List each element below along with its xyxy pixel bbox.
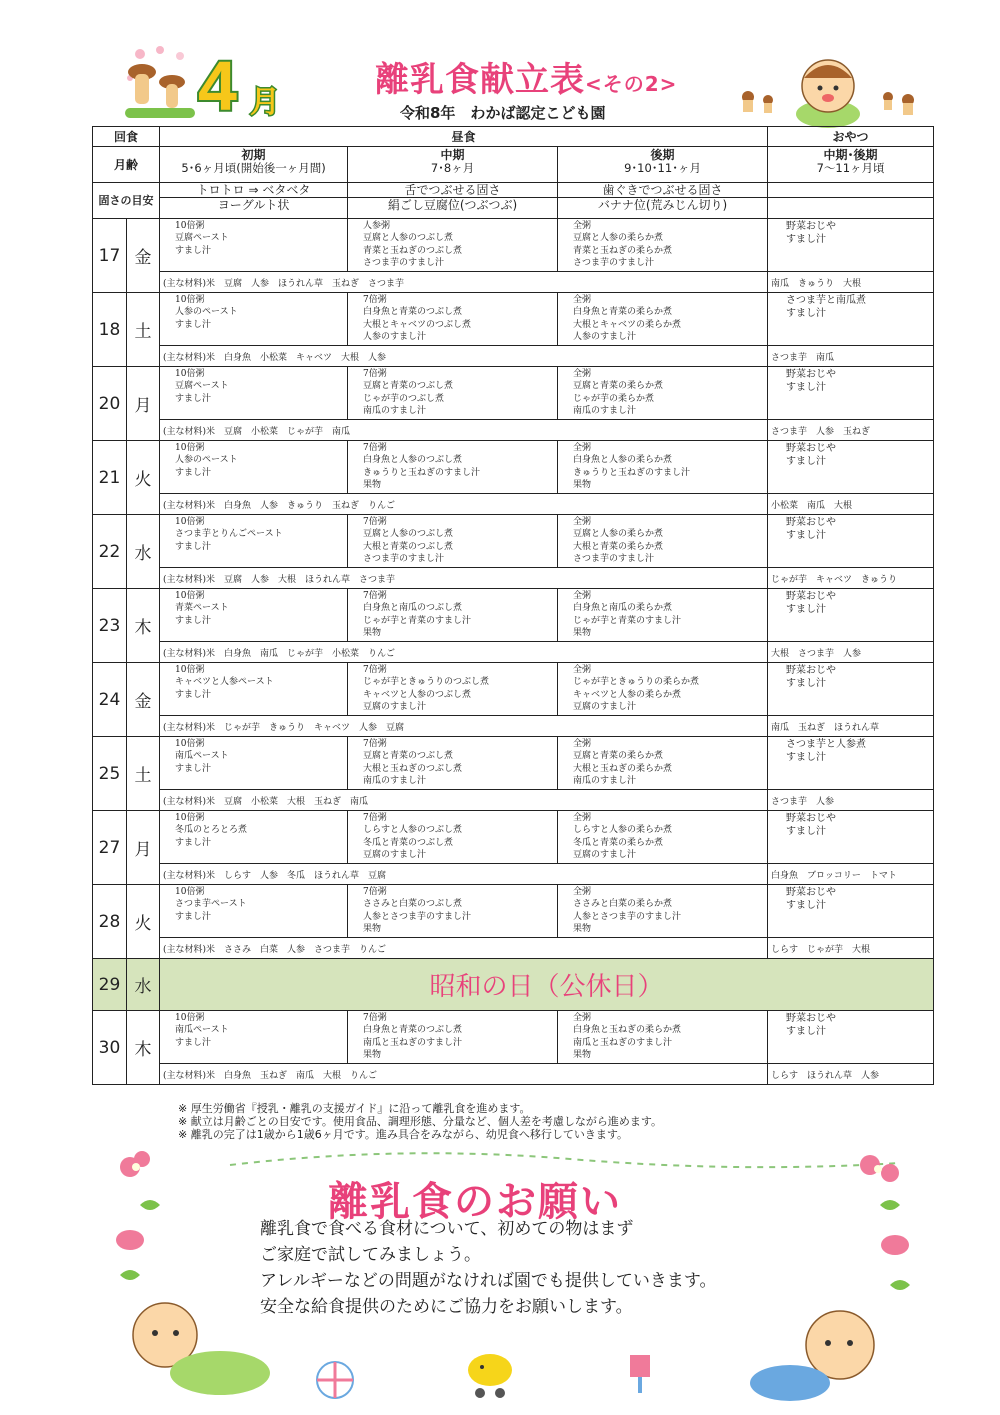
note-line: ※ 献立は月齢ごとの目安です。使用食品、調理形態、分量など、個人差を考慮しながら進めます。	[178, 1115, 662, 1128]
heart-icon	[116, 1230, 144, 1250]
kaishoku-header: 回食	[93, 127, 160, 147]
svg-text:月: 月	[250, 85, 280, 120]
request-title: 離乳食のお願い	[328, 1179, 622, 1225]
mid-menu: 7倍粥 豆腐と青菜のつぶし煮 じゃが芋のつぶし煮 南瓜のすまし汁	[348, 367, 558, 420]
snack-ingredients: 南瓜 きゅうり 大根	[768, 272, 934, 293]
header-row-texture	[93, 183, 934, 219]
day-weekday: 土	[127, 293, 160, 367]
day-weekday: 木	[127, 589, 160, 663]
rattle-icon	[630, 1355, 650, 1393]
heart-icon	[881, 1235, 909, 1255]
mid-menu: 7倍粥 じゃが芋ときゅうりのつぶし煮 キャベツと人参のつぶし煮 豆腐のすまし汁	[348, 663, 558, 716]
late-menu: 全粥 豆腐と青菜の柔らか煮 大根と玉ねぎの柔らか煮 南瓜のすまし汁	[558, 737, 768, 790]
day-row	[93, 663, 934, 716]
late-menu: 全粥 豆腐と人参の柔らか煮 大根と青菜の柔らか煮 さつま芋のすまし汁	[558, 515, 768, 568]
snack-menu: 野菜おじや すまし汁	[768, 885, 934, 938]
day-weekday: 火	[127, 885, 160, 959]
page-title: 離乳食献立表<その2>	[375, 60, 678, 100]
day-weekday: 火	[127, 441, 160, 515]
lunch-ingredients: (主な材料)米 豆腐 小松菜 じゃが芋 南瓜	[160, 420, 768, 441]
age-header: 月齢	[93, 147, 160, 183]
texture-header: 固さの目安	[93, 183, 160, 219]
snack-header: おやつ	[768, 127, 934, 147]
day-date: 22	[93, 515, 127, 589]
snack-menu: さつま芋と人参煮 すまし汁	[768, 737, 934, 790]
note-line: ※ 厚生労働省『授乳・離乳の支援ガイド』に沿って離乳食を進めます。	[178, 1102, 531, 1115]
snack-menu: 野菜おじや すまし汁	[768, 367, 934, 420]
ingredients-row	[93, 568, 934, 589]
page-title-suffix: <その2>	[585, 72, 678, 96]
day-date: 27	[93, 811, 127, 885]
early-menu: 10倍粥 冬瓜のとろとろ煮 すまし汁	[160, 811, 348, 864]
ingredients-row	[93, 938, 934, 959]
snack-menu: 野菜おじや すまし汁	[768, 589, 934, 642]
request-line: 離乳食で食べる食材について、初めての物はまず	[260, 1219, 634, 1239]
mid-texture: 舌でつぶせる固さ 絹ごし豆腐位(つぶつぶ)	[348, 183, 558, 219]
lunch-ingredients: (主な材料)米 ささみ 白菜 人参 さつま芋 りんご	[160, 938, 768, 959]
snack-texture	[768, 183, 934, 219]
holiday-row	[93, 959, 934, 1011]
day-date: 20	[93, 367, 127, 441]
snack-ingredients: 白身魚 ブロッコリー トマト	[768, 864, 934, 885]
day-weekday: 金	[127, 663, 160, 737]
snack-ingredients: 大根 さつま芋 人参	[768, 642, 934, 663]
header-row-kaishoku	[93, 127, 934, 147]
lunch-ingredients: (主な材料)米 白身魚 人参 きゅうり 玉ねぎ りんご	[160, 494, 768, 515]
day-date: 30	[93, 1011, 127, 1085]
request-body	[260, 1216, 860, 1320]
day-row	[93, 737, 934, 790]
menu-table	[92, 126, 934, 1085]
ingredients-row	[93, 1064, 934, 1085]
late-age-header: 後期 9･10･11･ヶ月	[558, 147, 768, 183]
ingredients-row	[93, 272, 934, 293]
day-row	[93, 367, 934, 420]
day-weekday: 土	[127, 737, 160, 811]
snack-ingredients: じゃが芋 キャベツ きゅうり	[768, 568, 934, 589]
day-weekday: 水	[127, 959, 160, 1011]
mid-menu: 7倍粥 白身魚と人参のつぶし煮 きゅうりと玉ねぎのすまし汁 果物	[348, 441, 558, 494]
late-menu: 全粥 白身魚と南瓜の柔らか煮 じゃが芋と青菜のすまし汁 果物	[558, 589, 768, 642]
day-weekday: 木	[127, 1011, 160, 1085]
ingredients-row	[93, 642, 934, 663]
crawling-baby-left-icon	[133, 1303, 270, 1395]
snack-menu: 野菜おじや すまし汁	[768, 441, 934, 494]
lunch-ingredients: (主な材料)米 豆腐 人参 ほうれん草 玉ねぎ さつま芋	[160, 272, 768, 293]
ingredients-row	[93, 864, 934, 885]
day-date: 25	[93, 737, 127, 811]
early-menu: 10倍粥 南瓜ペースト すまし汁	[160, 1011, 348, 1064]
snack-menu: さつま芋と南瓜煮 すまし汁	[768, 293, 934, 346]
ingredients-row	[93, 790, 934, 811]
day-weekday: 月	[127, 367, 160, 441]
snack-age-header: 中期･後期 7～11ヶ月頃	[768, 147, 934, 183]
lunch-ingredients: (主な材料)米 白身魚 玉ねぎ 南瓜 大根 りんご	[160, 1064, 768, 1085]
ingredients-row	[93, 346, 934, 367]
early-menu: 10倍粥 人参のペースト すまし汁	[160, 293, 348, 346]
early-menu: 10倍粥 さつま芋とりんごペースト すまし汁	[160, 515, 348, 568]
snack-menu: 野菜おじや すまし汁	[768, 811, 934, 864]
lunch-ingredients: (主な材料)米 しらす 人参 冬瓜 ほうれん草 豆腐	[160, 864, 768, 885]
snack-ingredients: さつま芋 南瓜	[768, 346, 934, 367]
snack-ingredients: 小松菜 南瓜 大根	[768, 494, 934, 515]
early-menu: 10倍粥 さつま芋ペースト すまし汁	[160, 885, 348, 938]
lunch-ingredients: (主な材料)米 豆腐 小松菜 大根 玉ねぎ 南瓜	[160, 790, 768, 811]
day-date: 29	[93, 959, 127, 1011]
holiday-label: 昭和の日（公休日）	[160, 959, 934, 1011]
day-row	[93, 885, 934, 938]
request-line: 安全な給食提供のためにご協力をお願いします。	[260, 1297, 633, 1317]
day-row	[93, 1011, 934, 1064]
baby-illustration-icon	[738, 52, 918, 128]
mid-menu: 7倍粥 白身魚と南瓜のつぶし煮 じゃが芋と青菜のすまし汁 果物	[348, 589, 558, 642]
snack-ingredients: しらす ほうれん草 人参	[768, 1064, 934, 1085]
ingredients-row	[93, 494, 934, 515]
day-date: 17	[93, 219, 127, 293]
day-weekday: 月	[127, 811, 160, 885]
snack-ingredients: さつま芋 人参	[768, 790, 934, 811]
snack-menu: 野菜おじや すまし汁	[768, 1011, 934, 1064]
mid-menu: 人参粥 豆腐と人参のつぶし煮 青菜と玉ねぎのつぶし煮 さつま芋のすまし汁	[348, 219, 558, 272]
early-age-header: 初期 5･6ヶ月頃(開始後一ヶ月間)	[160, 147, 348, 183]
lunch-ingredients: (主な材料)米 白身魚 小松菜 キャベツ 大根 人参	[160, 346, 768, 367]
lunch-ingredients: (主な材料)米 白身魚 南瓜 じゃが芋 小松菜 りんご	[160, 642, 768, 663]
lunch-ingredients: (主な材料)米 豆腐 人参 大根 ほうれん草 さつま芋	[160, 568, 768, 589]
day-date: 28	[93, 885, 127, 959]
day-date: 18	[93, 293, 127, 367]
month-badge	[120, 42, 335, 122]
day-row	[93, 293, 934, 346]
day-date: 23	[93, 589, 127, 663]
late-menu: 全粥 白身魚と玉ねぎの柔らか煮 南瓜と玉ねぎのすまし汁 果物	[558, 1011, 768, 1064]
ingredients-row	[93, 420, 934, 441]
late-menu: 全粥 豆腐と人参の柔らか煮 青菜と玉ねぎの柔らか煮 さつま芋のすまし汁	[558, 219, 768, 272]
day-row	[93, 515, 934, 568]
lunch-header: 昼食	[160, 127, 768, 147]
day-row	[93, 441, 934, 494]
early-menu: 10倍粥 豆腐ペースト すまし汁	[160, 219, 348, 272]
early-texture: トロトロ ⇒ ベタベタ ヨーグルト状	[160, 183, 348, 219]
early-menu: 10倍粥 豆腐ペースト すまし汁	[160, 367, 348, 420]
early-menu: 10倍粥 人参のペースト すまし汁	[160, 441, 348, 494]
crawling-baby-right-icon	[750, 1311, 874, 1401]
early-menu: 10倍粥 南瓜ペースト すまし汁	[160, 737, 348, 790]
day-row	[93, 589, 934, 642]
bird-toy-icon	[468, 1354, 512, 1398]
mid-menu: 7倍粥 ささみと白菜のつぶし煮 人参とさつま芋のすまし汁 果物	[348, 885, 558, 938]
late-menu: 全粥 じゃが芋ときゅうりの柔らか煮 キャベツと人参の柔らか煮 豆腐のすまし汁	[558, 663, 768, 716]
mushroom-characters-icon	[125, 64, 195, 118]
day-row	[93, 219, 934, 272]
late-menu: 全粥 しらすと人参の柔らか煮 冬瓜と青菜の柔らか煮 豆腐のすまし汁	[558, 811, 768, 864]
early-menu: 10倍粥 青菜ペースト すまし汁	[160, 589, 348, 642]
ball-icon	[317, 1362, 353, 1398]
late-menu: 全粥 白身魚と人参の柔らか煮 きゅうりと玉ねぎのすまし汁 果物	[558, 441, 768, 494]
mid-menu: 7倍粥 豆腐と人参のつぶし煮 大根と青菜のつぶし煮 さつま芋のすまし汁	[348, 515, 558, 568]
day-row	[93, 811, 934, 864]
header-row-age	[93, 147, 934, 183]
mid-menu: 7倍粥 白身魚と青菜のつぶし煮 大根とキャベツのつぶし煮 人参のすまし汁	[348, 293, 558, 346]
mid-menu: 7倍粥 しらすと人参のつぶし煮 冬瓜と青菜のつぶし煮 豆腐のすまし汁	[348, 811, 558, 864]
snack-ingredients: しらす じゃが芋 大根	[768, 938, 934, 959]
day-date: 24	[93, 663, 127, 737]
early-menu: 10倍粥 キャベツと人参ペースト すまし汁	[160, 663, 348, 716]
request-line: ご家庭で試してみましょう。	[260, 1245, 481, 1265]
mid-menu: 7倍粥 豆腐と青菜のつぶし煮 大根と玉ねぎのつぶし煮 南瓜のすまし汁	[348, 737, 558, 790]
page-subtitle: 令和8年 わかば認定こども園	[400, 104, 606, 122]
snack-menu: 野菜おじや すまし汁	[768, 663, 934, 716]
late-menu: 全粥 豆腐と青菜の柔らか煮 じゃが芋の柔らか煮 南瓜のすまし汁	[558, 367, 768, 420]
day-date: 21	[93, 441, 127, 515]
notes	[178, 1102, 798, 1140]
snack-menu: 野菜おじや すまし汁	[768, 515, 934, 568]
day-weekday: 水	[127, 515, 160, 589]
snack-ingredients: 南瓜 玉ねぎ ほうれん草	[768, 716, 934, 737]
request-line: アレルギーなどの問題がなければ園でも提供していきます。	[260, 1271, 717, 1291]
note-line: ※ 離乳の完了は1歳から1歳6ヶ月です。進み具合をみながら、幼児食へ移行していきます。	[178, 1128, 628, 1140]
svg-text:4: 4	[198, 47, 237, 122]
day-weekday: 金	[127, 219, 160, 293]
lunch-ingredients: (主な材料)米 じゃが芋 きゅうり キャベツ 人参 豆腐	[160, 716, 768, 737]
ingredients-row	[93, 716, 934, 737]
snack-ingredients: さつま芋 人参 玉ねぎ	[768, 420, 934, 441]
snack-menu: 野菜おじや すまし汁	[768, 219, 934, 272]
mid-menu: 7倍粥 白身魚と青菜のつぶし煮 南瓜と玉ねぎのすまし汁 果物	[348, 1011, 558, 1064]
mid-age-header: 中期 7･8ヶ月	[348, 147, 558, 183]
late-texture: 歯ぐきでつぶせる固さ バナナ位(荒みじん切り)	[558, 183, 768, 219]
late-menu: 全粥 白身魚と青菜の柔らか煮 大根とキャベツの柔らか煮 人参のすまし汁	[558, 293, 768, 346]
late-menu: 全粥 ささみと白菜の柔らか煮 人参とさつま芋のすまし汁 果物	[558, 885, 768, 938]
